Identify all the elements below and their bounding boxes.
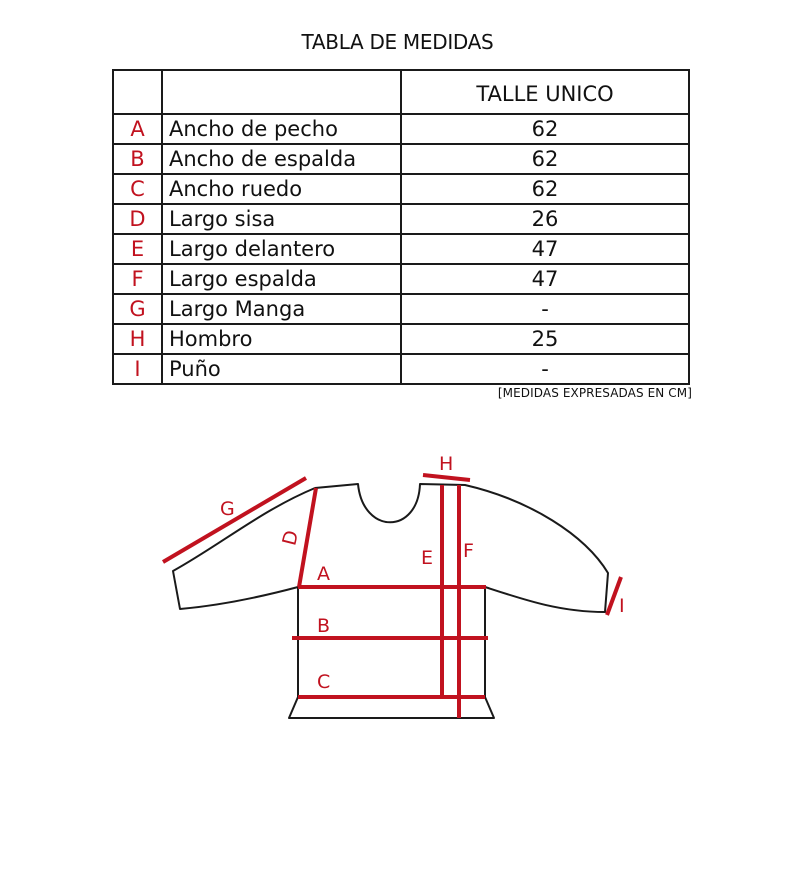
row-letter: B	[113, 144, 162, 174]
row-value: 47	[401, 264, 689, 294]
row-measure: Ancho de pecho	[162, 114, 401, 144]
sweater-hem-outline	[289, 697, 494, 718]
row-value: 62	[401, 144, 689, 174]
row-measure: Largo espalda	[162, 264, 401, 294]
row-letter: A	[113, 114, 162, 144]
label-i: I	[619, 595, 625, 617]
measure-line-h	[423, 475, 470, 480]
label-a: A	[317, 563, 330, 585]
row-value: 62	[401, 174, 689, 204]
row-value: 25	[401, 324, 689, 354]
row-value: -	[401, 354, 689, 384]
row-letter: D	[113, 204, 162, 234]
row-letter: H	[113, 324, 162, 354]
row-measure: Puño	[162, 354, 401, 384]
label-c: C	[317, 671, 331, 693]
row-value: -	[401, 294, 689, 324]
row-letter: C	[113, 174, 162, 204]
page-title: TABLA DE MEDIDAS	[301, 30, 494, 54]
row-measure: Hombro	[162, 324, 401, 354]
row-value: 26	[401, 204, 689, 234]
label-f: F	[463, 540, 474, 562]
row-letter: F	[113, 264, 162, 294]
label-g: G	[220, 498, 235, 520]
row-measure: Ancho de espalda	[162, 144, 401, 174]
row-measure: Largo sisa	[162, 204, 401, 234]
row-letter: I	[113, 354, 162, 384]
row-measure: Largo Manga	[162, 294, 401, 324]
label-d: D	[278, 528, 304, 548]
measure-labels	[220, 453, 625, 693]
label-h: H	[439, 453, 454, 475]
units-note: [MEDIDAS EXPRESADAS EN CM]	[497, 386, 692, 400]
row-letter: E	[113, 234, 162, 264]
row-measure: Largo delantero	[162, 234, 401, 264]
measure-line-g	[163, 478, 306, 562]
label-e: E	[421, 547, 434, 569]
row-measure: Ancho ruedo	[162, 174, 401, 204]
header-size-cell: TALLE UNICO	[401, 70, 689, 114]
label-b: B	[317, 615, 331, 637]
row-value: 47	[401, 234, 689, 264]
row-value: 62	[401, 114, 689, 144]
row-letter: G	[113, 294, 162, 324]
